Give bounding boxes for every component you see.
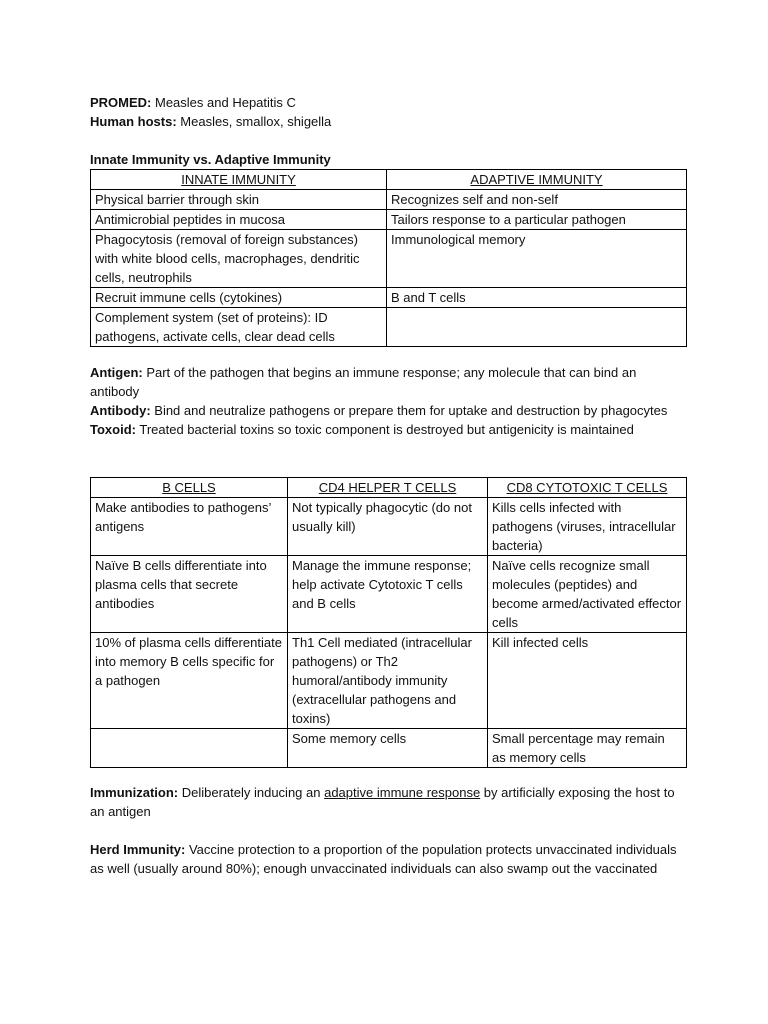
table-cell: Small percentage may remain as memory cells [488,729,687,768]
immunization-label: Immunization: [90,785,179,800]
table-row [91,288,687,308]
table-cell: Naïve cells recognize small molecules (peptides) and become armed/activated effector cells [488,556,687,633]
table-cell: 10% of plasma cells differentiate into memory B cells specific for a pathogen [91,633,288,729]
table-row [91,729,687,768]
table-cell: B and T cells [387,288,687,308]
antigen-label: Antigen: [90,365,143,380]
antigen-definition: Antigen: Part of the pathogen that begins an immune response; any molecule that can bind an antibody [90,365,637,399]
table-row [91,230,687,288]
table-cell [387,308,687,347]
promed-value: Measles and Hepatitis C [151,95,296,110]
header-b-cells: B CELLS [91,478,288,498]
table-row [91,556,687,633]
hosts-value: Measles, smallox, shigella [176,114,332,129]
table-cell: Naïve B cells differentiate into plasma cells that secrete antibodies [91,556,288,633]
definitions-section [90,363,686,439]
table-header-row [91,478,687,498]
table-cell: Manage the immune response; help activate Cytotoxic T cells and B cells [288,556,488,633]
hosts-line [90,112,686,131]
table-row [91,308,687,347]
hosts-label: Human hosts: [90,114,177,129]
table-cell: Th1 Cell mediated (intracellular pathogens) or Th2 humoral/antibody immunity (extracellular pathogens and toxins) [288,633,488,729]
toxoid-label: Toxoid: [90,422,136,437]
immunization-section [90,783,686,821]
herd-label: Herd Immunity: [90,842,186,857]
table-cell: Recognizes self and non-self [387,190,687,210]
immunization-definition: Immunization: Deliberately inducing an adaptive immune response by artificially exposing the host to an antigen [90,785,675,819]
table-cell: Tailors response to a particular pathogen [387,210,687,230]
immunity-table [90,169,687,347]
adaptive-immune-response-link[interactable]: adaptive immune response [324,785,481,800]
table-cell: Recruit immune cells (cytokines) [91,288,387,308]
immunity-table-title: Innate Immunity vs. Adaptive Immunity [90,152,331,167]
table-row [91,498,687,556]
header-adaptive: ADAPTIVE IMMUNITY [387,170,687,190]
herd-section [90,840,686,878]
toxoid-definition: Toxoid: Treated bacterial toxins so toxic component is destroyed but antigenicity is maintained [90,422,634,437]
table-header-row [91,170,687,190]
header-cd4-cells: CD4 HELPER T CELLS [288,478,488,498]
header-cd8-cells: CD8 CYTOTOXIC T CELLS [488,478,687,498]
promed-line [90,93,686,112]
antibody-label: Antibody: [90,403,151,418]
table-cell: Phagocytosis (removal of foreign substances) with white blood cells, macrophages, dendritic cells, neutrophils [91,230,387,288]
table-cell [91,729,288,768]
header-innate: INNATE IMMUNITY [91,170,387,190]
table-row [91,210,687,230]
table-cell: Complement system (set of proteins): ID pathogens, activate cells, clear dead cells [91,308,387,347]
table-cell: Immunological memory [387,230,687,288]
table-cell: Make antibodies to pathogens’ antigens [91,498,288,556]
promed-label: PROMED: [90,95,152,110]
cells-table [90,477,687,768]
table-cell: Kill infected cells [488,633,687,729]
table-row [91,190,687,210]
antibody-definition: Antibody: Bind and neutralize pathogens or prepare them for uptake and destruction by phagocytes [90,403,668,418]
table-row [91,633,687,729]
table-cell: Kills cells infected with pathogens (viruses, intracellular bacteria) [488,498,687,556]
cells-section [90,477,686,768]
immunity-section [90,150,686,347]
herd-immunity-definition: Herd Immunity: Vaccine protection to a proportion of the population protects unvaccinated individuals as well (usually around 80%); enough unvaccinated individuals can also swamp out the vaccinated [90,842,677,876]
table-cell: Physical barrier through skin [91,190,387,210]
table-cell: Antimicrobial peptides in mucosa [91,210,387,230]
table-cell: Some memory cells [288,729,488,768]
intro-section [90,93,686,131]
table-cell: Not typically phagocytic (do not usually kill) [288,498,488,556]
